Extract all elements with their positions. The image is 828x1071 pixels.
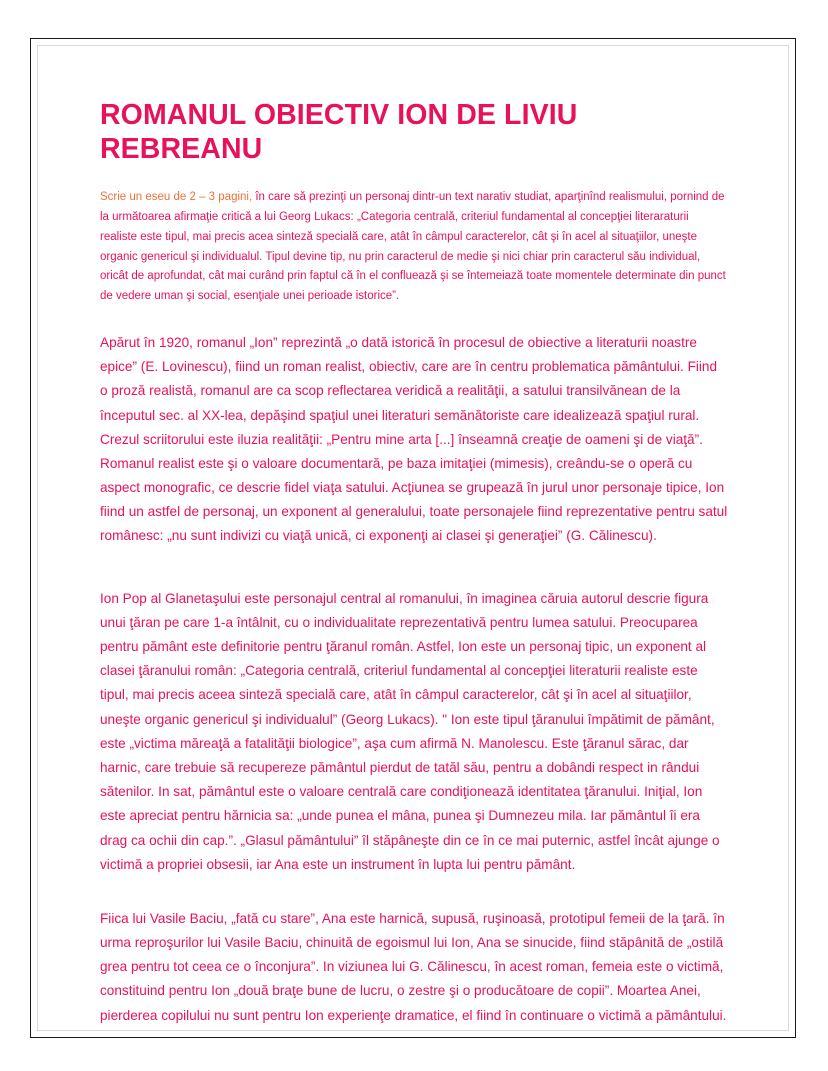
paragraph-3: Fiica lui Vasile Baciu, „fată cu stare”, Ana este harnică, supusă, ruşinoasă, prototipul femeii de la ţară. în urma reproşurilor lui Vasile Baciu, chinuită de egoismul lui Ion, Ana se sinucide, fiind stăpânită de „ostilă grea pentru tot ceea ce o înconjura”. In viziunea lui G. Călinescu, în acest roman, femeia este o victimă, constituind pentru Ion „două braţe bune de lucru, o zestre şi o producătoare de copii”. Moartea Anei, pierderea copilului nu sunt pentru Ion experienţe dramatice, el fiind în continuare o victimă a pământului.	[100, 910, 727, 1023]
assignment-prompt	[100, 188, 728, 307]
page-title: ROMANUL OBIECTIV ION DE LIVIU REBREANU	[100, 99, 578, 166]
paragraph-2: Ion Pop al Glanetaşului este personajul central al romanului, în imaginea căruia autorul descrie figura unui ţăran pe care 1-a întâlnit, cu o individualitate reprezentativă pentru lumea satului. Preocuparea pentru pământ este definitorie pentru ţăranul român. Astfel, Ion este un personaj tipic, un exponent al clasei ţăranului român: „Categoria centrală, criteriul fundamental al concepţiei literaturii realiste este tipul, mai precis aceea sinteză specială care, atât în câmpul caracterelor, cât şi în acel al situaţiilor, uneşte organic genericul şi individualul” (Georg Lukacs). " Ion este tipul ţăranului împătimit de pământ, este „victima măreaţă a fatalităţii biologice”, aşa cum afirmă N. Manolescu. Este ţăranul sărac, dar harnic, care trebuie să recupereze pământul pierdut de tatăl său, pentru a dobândi respect in rândui sătenilor. In sat, pământul este o valoare centrală care condiţionează identitatea ţăranului. Iniţial, Ion este apreciat pentru hărnicia sa: „unde punea el mâna, punea şi Dumnezeu mila. Iar pământul îi era drag ca ochii din cap.”. „Glasul pământului” îl stăpâneşte din ce în ce mai puternic, astfel încât ajunge o victimă a propriei obsesii, iar Ana este un instrument în lupta lui pentru pământ.	[100, 590, 720, 872]
paragraph-spacer	[100, 579, 728, 587]
assignment-prompt-text: în care să prezinţi un personaj dintr-un text narativ studiat, aparţinînd realismului, pornind de la următoarea afirmaţie critică a lui Georg Lukacs: „Categoria centrală, criteriul fundamental al concepţiei literaraturii realiste este tipul, mai precis acea sinteză specială care, atât în câmpul caracterelor, cât şi în acel al situaţiilor, uneşte organic genericul şi individualul. Tipul devine tip, nu prin caracterul de medie şi nici chiar prin caracterul său individual, oricât de aprofundat, cât mai curând prin faptul că în el confluează şi se întemeiază toate momentele determinate din punct de vedere uman şi social, esenţiale unei perioade istorice”.	[100, 191, 726, 303]
paragraph-1: Apărut în 1920, romanul „Ion” reprezintă „o dată istorică în procesul de obiective a literaturii noastre epice” (E. Lovinescu), fiind un roman realist, obiectiv, care are în centru problematica pământului. Fiind o proză realistă, romanul are ca scop reflectarea veridică a realităţii, a satului transilvănean de la începutul sec. al XX-lea, depăşind spaţiul unei literaturi semănătoriste care idealizează spaţiul rural. Crezul scriitorului este iluzia realităţii: „Pentru mine arta [...] înseamnă creaţie de oameni şi de viaţă”. Romanul realist este şi o valoare documentară, pe baza imitaţiei (mimesis), creându-se o operă cu aspect monografic, ce descrie fidel viaţa satului. Acţiunea se grupează în jurul unor personaje tipice, Ion fiind un astfel de personaj, un exponent al generalului, toate personajele fiind reprezentative pentru satul românesc: „nu sunt indivizi cu viaţă unică, ci exponenţi ai clasei şi generaţiei” (G. Călinescu).	[100, 334, 728, 544]
assignment-prompt-lead: Scrie un eseu de 2 – 3 pagini,	[100, 191, 256, 204]
document-page	[30, 38, 796, 1038]
page-content-area	[37, 45, 789, 1031]
